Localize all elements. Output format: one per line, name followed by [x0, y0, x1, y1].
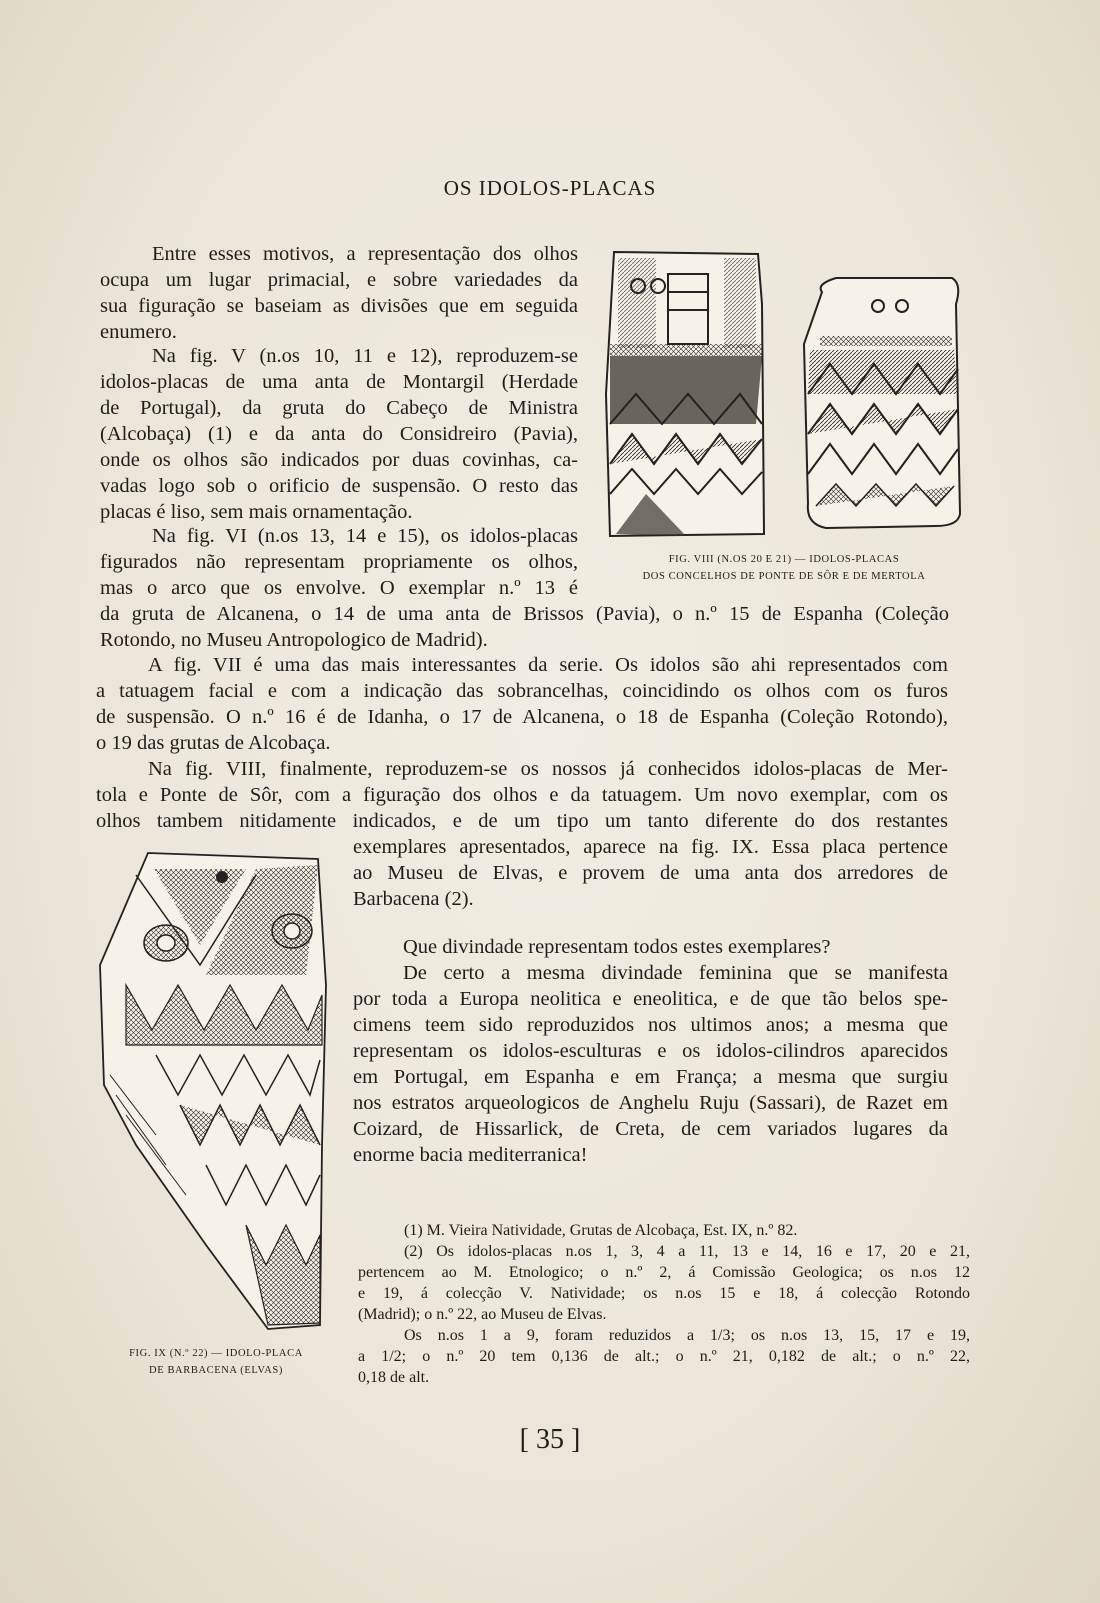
caption-line: DOS CONCELHOS DE PONTE DE SÔR E DE MERTOLA — [642, 571, 926, 582]
fig-ix-caption — [106, 1345, 326, 1379]
text-line: a tatuagem facial e com a indicação das sobrancelhas, coincidindo os olhos com os furos — [96, 680, 948, 702]
footnote-line: a 1/2; o n.º 20 tem 0,136 de alt.; o n.º 21, 0,182 de alt.; o n.º 22, — [358, 1348, 970, 1365]
footnote-line: pertencem ao M. Etnologico; o n.º 2, á Comissão Geologica; os n.os 12 — [358, 1264, 970, 1281]
paragraph-fig-viii — [96, 756, 948, 834]
text-line: Coizard, de Hissarlick, de Creta, de cem variados lugares da — [353, 1118, 948, 1140]
text-line: placas é liso, sem mais ornamentação. — [100, 501, 413, 523]
text-line: ocupa um lugar primacial, e sobre variedades da — [100, 269, 578, 291]
text-line: por toda a Europa neolitica e eneolitica, e de que tão belos spe- — [353, 988, 948, 1010]
text-line: onde os olhos são indicados por duas covinhas, ca- — [100, 449, 578, 471]
text-line: enumero. — [100, 321, 177, 343]
paragraph-eyes — [100, 241, 578, 345]
paragraph-fig-v — [100, 343, 578, 525]
text-line: A fig. VII é uma das mais interessantes da serie. Os idolos são ahi representados com — [148, 654, 948, 676]
fig-viii-illustration — [596, 244, 972, 546]
running-head: OS IDOLOS-PLACAS — [443, 176, 657, 200]
footnote-line: (1) M. Vieira Natividade, Grutas de Alcobaça, Est. IX, n.º 82. — [404, 1222, 798, 1239]
text-line: idolos-placas de uma anta de Montargil (Herdade — [100, 371, 578, 393]
text-line: enorme bacia mediterranica! — [353, 1144, 588, 1166]
text-line: em Portugal, em Espanha e em França; a mesma que surgiu — [353, 1066, 948, 1088]
text-line: De certo a mesma divindade feminina que se manifesta — [403, 962, 948, 984]
text-line: Na fig. VI (n.os 13, 14 e 15), os idolos-placas — [152, 525, 578, 547]
paragraph-fig-vii — [96, 652, 948, 756]
text-line: tola e Ponte de Sôr, com a figuração dos olhos e da tatuagem. Um novo exemplar, com os — [96, 784, 948, 806]
text-line: Na fig. V (n.os 10, 11 e 12), reproduzem-se — [152, 345, 578, 367]
paragraph-divinity — [353, 960, 948, 1168]
text-line: Que divindade representam todos estes exemplares? — [403, 936, 831, 958]
text-line: vadas logo sob o orificio de suspensão. O resto das — [100, 475, 578, 497]
text-line: Na fig. VIII, finalmente, reproduzem-se os nossos já conhecidos idolos-placas de Mer- — [148, 758, 948, 780]
text-line: olhos tambem nitidamente indicados, e de um tipo um tanto diferente do dos restantes — [96, 810, 948, 832]
footnote-line: (Madrid); o n.º 22, ao Museu de Elvas. — [358, 1306, 607, 1323]
footnote-line: (2) Os idolos-placas n.os 1, 3, 4 a 11, 13 e 14, 16 e 17, 20 e 21, — [404, 1243, 970, 1260]
fig-viii-caption — [596, 551, 972, 585]
text-line: Barbacena (2). — [353, 888, 474, 910]
footnotes — [358, 1220, 970, 1388]
text-line: de Portugal), da gruta do Cabeço de Ministra — [100, 397, 578, 419]
text-line: ao Museu de Elvas, e provem de uma anta dos arredores de — [353, 862, 948, 884]
text-line: (Alcobaça) (1) e da anta do Considreiro (Pavia), — [100, 423, 578, 445]
page-number: [ 35 ] — [519, 1424, 581, 1455]
text-line: exemplares apresentados, aparece na fig. IX. Essa placa pertence — [353, 836, 948, 858]
text-line: representam os idolos-esculturas e os idolos-cilindros aparecidos — [353, 1040, 948, 1062]
footnote-line: e 19, á colecção V. Natividade; os n.os 15 e 18, á colecção Rotondo — [358, 1285, 970, 1302]
footnote-line: Os n.os 1 a 9, foram reduzidos a 1/3; os n.os 13, 15, 17 e 19, — [404, 1327, 970, 1344]
plaque-mertola — [804, 278, 960, 528]
text-line: sua figuração se baseiam as divisões que em seguida — [100, 295, 578, 317]
text-line: de suspensão. O n.º 16 é de Idanha, o 17 de Alcanena, o 18 de Espanha (Coleção Rotondo), — [96, 706, 948, 728]
text-line: Entre esses motivos, a representação dos olhos — [152, 243, 578, 265]
text-line: figurados não representam propriamente os olhos, — [100, 551, 578, 573]
fig-ix-illustration — [96, 845, 328, 1335]
paragraph-fig-ix — [353, 834, 948, 912]
text-line: mas o arco que os envolve. O exemplar n.º 13 é — [100, 577, 578, 599]
caption-line: DE BARBACENA (ELVAS) — [149, 1365, 283, 1376]
caption-line: FIG. VIII (N.OS 20 E 21) — IDOLOS-PLACAS — [668, 554, 900, 565]
text-line: Rotondo, no Museu Antropologico de Madrid). — [100, 629, 488, 651]
plaque-ponte-de-sor — [606, 252, 764, 536]
text-line: da gruta de Alcanena, o 14 de uma anta de Brissos (Pavia), o n.º 15 de Espanha (Coleção — [100, 603, 949, 625]
text-line: cimens teem sido reproduzidos nos ultimos anos; a mesma que — [353, 1014, 948, 1036]
text-line: nos estratos arqueologicos de Anghelu Ruju (Sassari), de Razet em — [353, 1092, 948, 1114]
paragraph-question — [353, 934, 948, 960]
text-line: o 19 das grutas de Alcobaça. — [96, 732, 331, 754]
footnote-line: 0,18 de alt. — [358, 1369, 430, 1386]
caption-line: FIG. IX (N.º 22) — IDOLO-PLACA — [129, 1348, 303, 1359]
